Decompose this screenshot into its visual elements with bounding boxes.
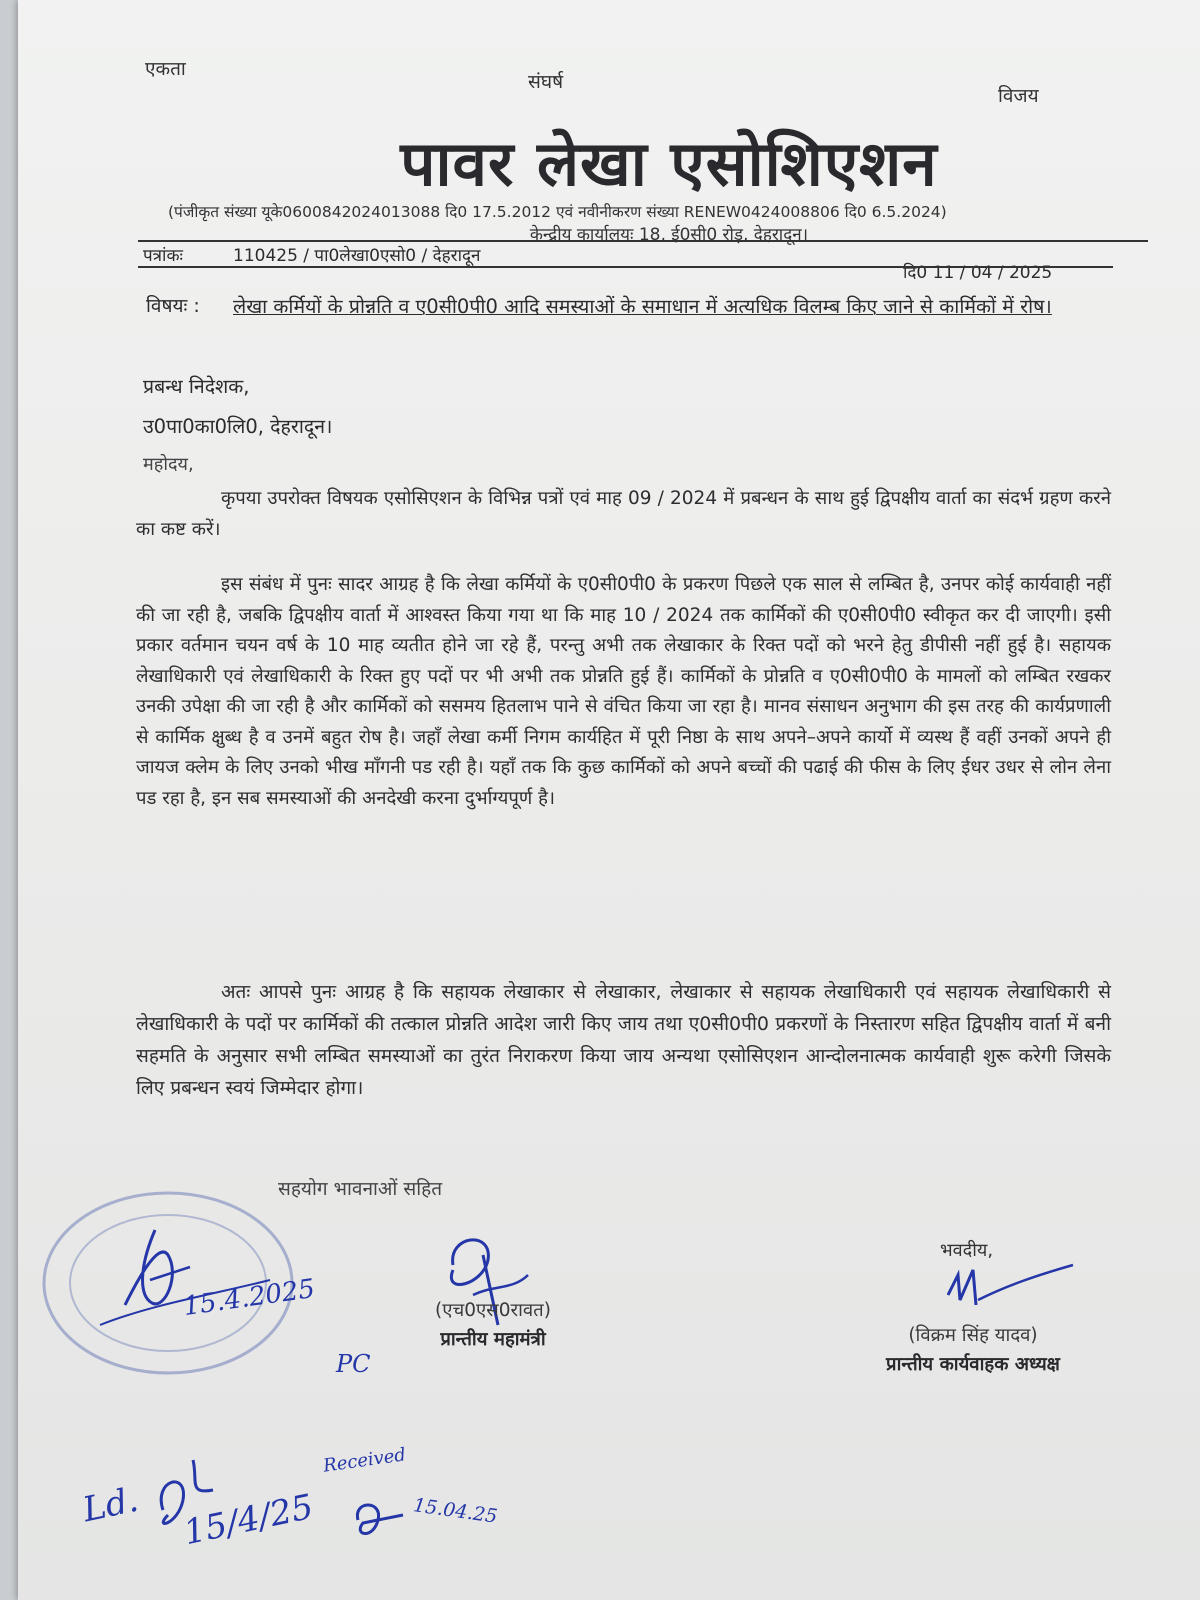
association-name: पावर लेखा एसोशिएशन <box>400 127 938 200</box>
salutation: महोदय, <box>143 454 194 475</box>
addressee-line-1: प्रबन्ध निदेशक, <box>143 375 250 398</box>
signatory-1-title: प्रान्तीय महामंत्री <box>440 1329 546 1350</box>
received-note: Received <box>321 1444 408 1477</box>
registration-line: (पंजीकृत संख्या यूके0600842024013088 दि0 17.5.2012 एवं नवीनीकरण संख्या RENEW0424008806 दि0 6.5.2024) <box>168 203 947 221</box>
body-paragraph-2: इस संबंध में पुनः सादर आग्रह है कि लेखा कर्मियों के ए0सी0पी0 के प्रकरण पिछले एक साल से लम्बित है, उनपर कोई कार्यवाही नहीं की जा रही है, जबकि द्विपक्षीय वार्ता में आश्वस्त किया गया था कि माह 10 / 2024 तक कार्मिकों की ए0सी0पी0 स्वीकृत कर दी जाएगी। इसी प्रकार वर्तमान चयन वर्ष के 10 माह व्यतीत होने जा रहे हैं, परन्तु अभी तक लेखाकार के रिक्त पदों को भरने हेतु डीपीसी नहीं हुई है। सहायक लेखाधिकारी एवं लेखाधिकारी के रिक्त हुए पदों पर भी अभी तक प्रोन्नति हुई हैं। कार्मिकों के प्रोन्नति व ए0सी0पी0 के मामलों को लम्बित रखकर उनकी उपेक्षा की जा रही है और कार्मिकों को ससमय हितलाभ पाने से वंचित किया जा रहा है। मानव संसाधन अनुभाग की इस तरह की कार्यप्रणाली से कार्मिक क्षुब्ध है व उनमें बहुत रोष है। जहॉं लेखा कर्मी निगम कार्यहित में पूरी निष्ठा के साथ अपने–अपने कार्यो में व्यस्थ हैं वहीं उनकों अपने ही जायज क्लेम के लिए उनको भीख मॉंगनी पड रही है। यहॉं तक कि कुछ कार्मिकों को अपने बच्चों की पढाई की फीस के लिए ईधर उधर से लोन लेना पड रहा है, इन सब समस्याओं की अनदेखी करना दुर्भाग्यपूर्ण है। <box>136 574 1111 809</box>
body-paragraph-3: अतः आपसे पुनः आग्रह है कि सहायक लेखाकार से लेखाकार, लेखाकार से सहायक लेखाधिकारी एवं सहायक लेखाधिकारी से लेखाधिकारी के पदों पर कार्मिकों की तत्काल प्रोन्नति आदेश जारी किए जाय तथा ए0सी0पी0 प्रकरणों के निस्तारण सहित द्विपक्षीय वार्ता में बनी सहमति के अनुसार सभी लम्बित समस्याओं का तुरंत निराकरण किया जाय अन्यथा एसोसिएशन आन्दोलनात्मक कार्यवाही शुरू करेगी जिसके लिए प्रबन्धन स्वयं जिम्मेदार होगा। <box>136 981 1111 1099</box>
signatory-2-title: प्रान्तीय कार्यवाहक अध्यक्ष <box>886 1354 1060 1375</box>
motto-left: एकता <box>145 58 186 80</box>
header-rule-top <box>138 240 1148 242</box>
pc-mark: PC <box>336 1350 371 1378</box>
reference-number: 110425 / पा0लेखा0एसो0 / देहरादून <box>233 246 481 266</box>
signatory-1-name: (एच0एस0रावत) <box>435 1300 551 1321</box>
stamp-date: 15.4.2025 <box>181 1273 317 1323</box>
office-address: केन्द्रीय कार्यालयः 18, ई0सी0 रोड़, देहरादून। <box>529 225 809 245</box>
margin-date: 15/4/25 <box>180 1486 317 1554</box>
subject-label: विषयः : <box>146 295 200 317</box>
subject-text: लेखा कर्मियों के प्रोन्नति व ए0सी0पी0 आदि समस्याओं के समाधान में अत्यधिक विलम्ब किए जाने से कार्मिकों में रोष। <box>233 295 1052 318</box>
signatory-2-name: (विक्रम सिंह यादव) <box>908 1325 1038 1346</box>
addressee-line-2: उ0पा0का0लि0, देहरादून। <box>143 415 333 438</box>
closing-bhavdiya: भवदीय, <box>940 1240 994 1261</box>
signatory-1 <box>403 1297 583 1351</box>
motto-right: विजय <box>998 85 1039 107</box>
received-date: 15.04.25 <box>411 1494 499 1528</box>
reference-label: पत्रांकः <box>143 246 183 266</box>
body-paragraph-1: कृपया उपरोक्त विषयक एसोसिएशन के विभिन्न पत्रों एवं माह 09 / 2024 में प्रबन्धन के साथ हुई द्विपक्षीय वार्ता का संदर्भ ग्रहण करने का कष्ट करें। <box>136 488 1111 540</box>
signatory-2 <box>848 1322 1098 1376</box>
motto-center: संघर्ष <box>528 71 564 93</box>
letter-page <box>18 0 1200 1600</box>
closing-regards: सहयोग भावनाओं सहित <box>278 1178 443 1200</box>
header-rule-bottom <box>138 266 1113 268</box>
letter-date: दि0 11 / 04 / 2025 <box>903 263 1053 283</box>
received-signature <box>348 1495 418 1545</box>
margin-note: Ld. <box>79 1479 142 1531</box>
